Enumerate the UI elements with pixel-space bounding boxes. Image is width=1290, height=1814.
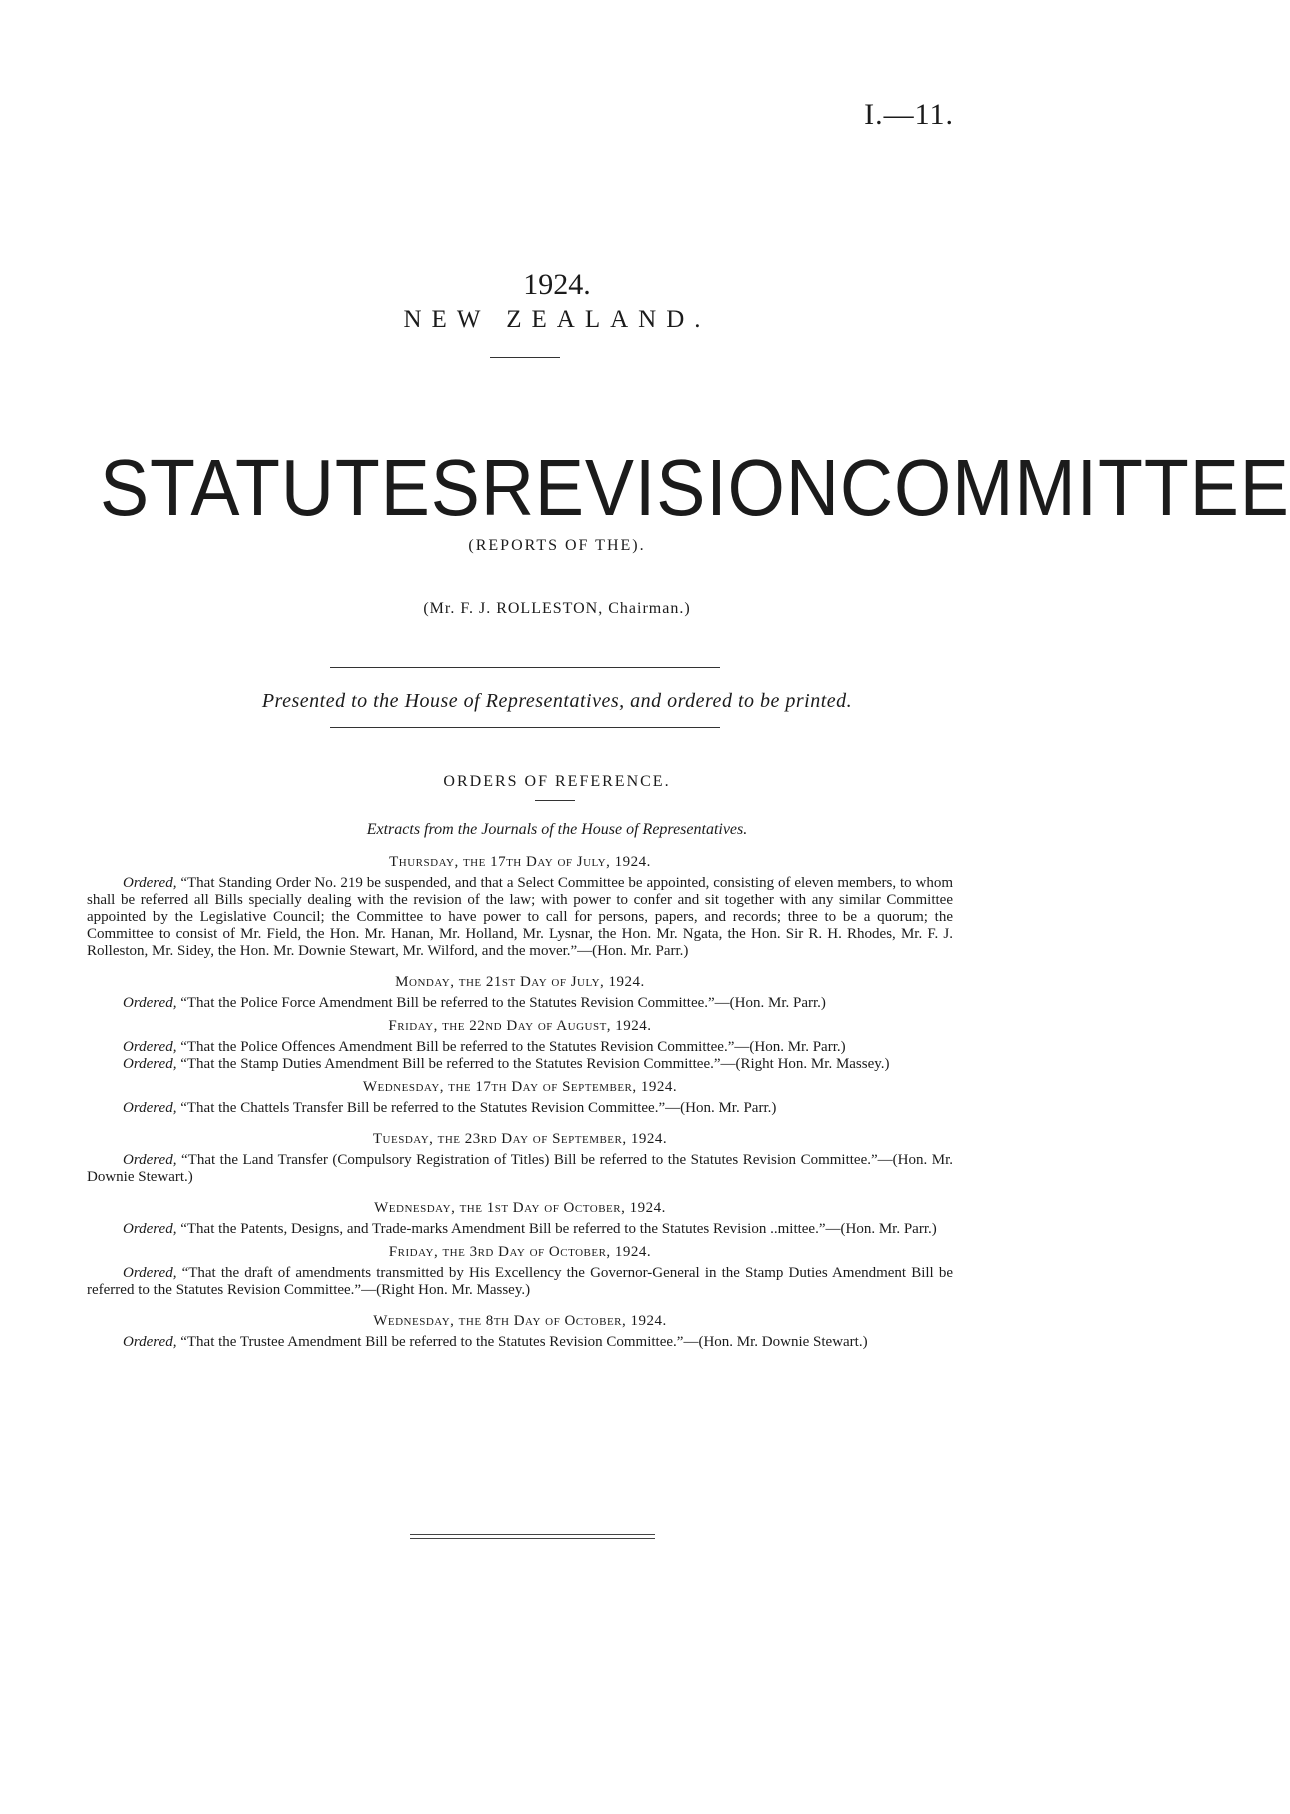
date-heading: Thursday, the 17th Day of July, 1924.	[389, 854, 651, 870]
end-rule	[410, 1534, 655, 1535]
subtitle: (REPORTS OF THE).	[468, 537, 646, 554]
order-text: “That the Patents, Designs, and Trade-marks Amendment Bill be referred to the Statutes Revision ..mittee.”—(Hon. Mr. Parr.)	[176, 1221, 937, 1237]
order-paragraph	[87, 1334, 953, 1351]
order-paragraph	[87, 1152, 953, 1186]
end-rule	[410, 1538, 655, 1539]
orders-body	[87, 848, 953, 1351]
date-heading: Tuesday, the 23rd Day of September, 1924.	[372, 1131, 668, 1147]
ordered-lead: Ordered,	[123, 1221, 177, 1237]
ordered-lead: Ordered,	[123, 995, 177, 1011]
ordered-lead: Ordered,	[123, 1056, 177, 1072]
extracts-line: Extracts from the Journals of the House of Representatives.	[366, 821, 748, 838]
order-text: “That the Trustee Amendment Bill be referred to the Statutes Revision Committee.”—(Hon. Mr. Downie Stewart.)	[176, 1334, 868, 1350]
divider-rule	[535, 800, 575, 801]
ordered-lead: Ordered,	[123, 1334, 177, 1350]
order-paragraph	[87, 875, 953, 960]
order-text: “That the Police Force Amendment Bill be referred to the Statutes Revision Committee.”—(Hon. Mr. Parr.)	[176, 995, 826, 1011]
ordered-lead: Ordered,	[123, 1152, 177, 1168]
date-heading: Wednesday, the 1st Day of October, 1924.	[374, 1200, 666, 1216]
order-text: “That the Stamp Duties Amendment Bill be referred to the Statutes Revision Committee.”—(Right Hon. Mr. Massey.)	[176, 1056, 890, 1072]
date-heading: Wednesday, the 8th Day of October, 1924.	[373, 1313, 667, 1329]
ordered-lead: Ordered,	[123, 1100, 177, 1116]
date-heading: Wednesday, the 17th Day of September, 1924.	[362, 1079, 678, 1095]
date-heading: Monday, the 21st Day of July, 1924.	[395, 974, 645, 990]
order-text: “That Standing Order No. 219 be suspended, and that a Select Committee be appointed, consisting of eleven members, to whom shall be referred all Bills specially dealing with the revision of the law; with power to confer and sit together with any similar Committee appointed by the Legislative Council; the Committee to have power to call for persons, papers, and records; three to be a quorum; the Committee to consist of Mr. Field, the Hon. Mr. Hanan, Mr. Holland, Mr. Lysnar, the Hon. Mr. Ngata, the Hon. Sir R. H. Rhodes, Mr. F. J. Rolleston, Mr. Sidey, the Hon. Mr. Downie Stewart, Mr. Wilford, and the mover.”—(Hon. Mr. Parr.)	[87, 875, 953, 959]
document-year: 1924.	[523, 268, 591, 301]
order-text: “That the draft of amendments transmitted by His Excellency the Governor-General in the Stamp Duties Amendment Bill be referred to the Statutes Revision Committee.”—(Right Hon. Mr. Massey.)	[87, 1265, 953, 1298]
divider-rule	[330, 727, 720, 728]
order-paragraph	[87, 1100, 953, 1117]
country-heading: NEW ZEALAND.	[403, 306, 711, 333]
main-title	[100, 443, 1290, 532]
orders-heading: ORDERS OF REFERENCE.	[443, 773, 671, 790]
divider-rule	[490, 357, 560, 358]
order-paragraph	[87, 1039, 953, 1056]
title-word: REVISION	[480, 443, 840, 532]
order-paragraph	[87, 995, 953, 1012]
title-word: COMMITTEE	[839, 443, 1290, 532]
ordered-lead: Ordered,	[123, 875, 177, 891]
title-word: STATUTES	[100, 443, 481, 532]
date-heading: Friday, the 22nd Day of August, 1924.	[388, 1018, 652, 1034]
order-text: “That the Chattels Transfer Bill be referred to the Statutes Revision Committee.”—(Hon. Mr. Parr.)	[176, 1100, 777, 1116]
order-paragraph	[87, 1265, 953, 1299]
date-heading: Friday, the 3rd Day of October, 1924.	[388, 1244, 652, 1260]
ordered-lead: Ordered,	[123, 1265, 177, 1281]
order-paragraph	[87, 1221, 953, 1238]
order-text: “That the Land Transfer (Compulsory Registration of Titles) Bill be referred to the Statutes Revision Committee.”—(Hon. Mr. Downie Stewart.)	[87, 1152, 953, 1185]
page-reference: I.—11.	[864, 98, 954, 131]
order-paragraph	[87, 1056, 953, 1073]
order-text: “That the Police Offences Amendment Bill be referred to the Statutes Revision Committee.”—(Hon. Mr. Parr.)	[176, 1039, 846, 1055]
chairman-line: (Mr. F. J. ROLLESTON, Chairman.)	[423, 600, 691, 617]
presented-line: Presented to the House of Representatives, and ordered to be printed.	[261, 690, 853, 712]
divider-rule	[330, 667, 720, 668]
ordered-lead: Ordered,	[123, 1039, 177, 1055]
